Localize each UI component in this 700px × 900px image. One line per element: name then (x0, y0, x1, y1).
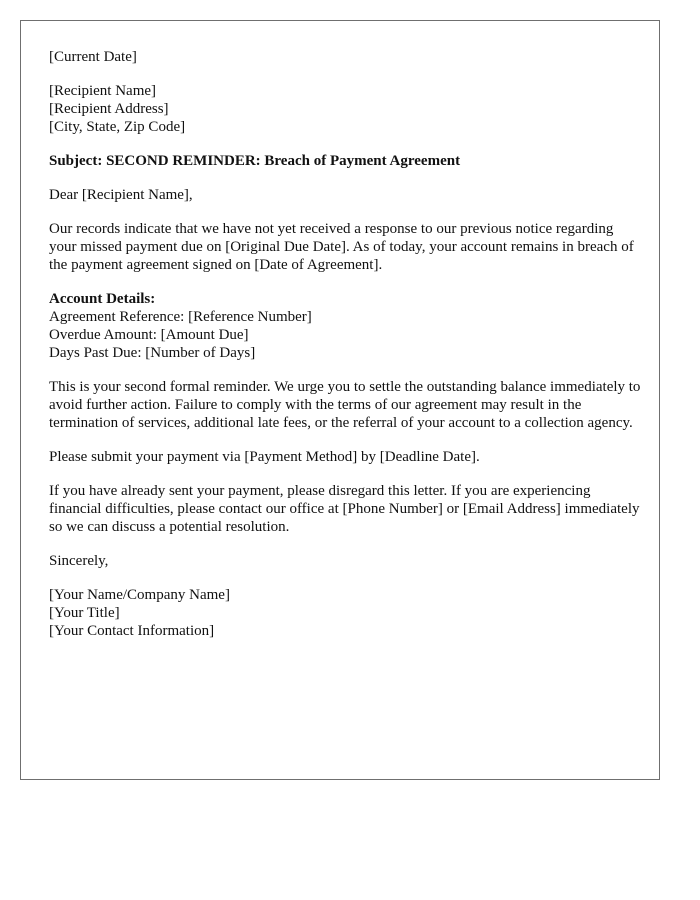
signature-title: [Your Title] (49, 605, 120, 621)
subject-line: Subject: SECOND REMINDER: Breach of Payment Agreement (49, 153, 461, 169)
closing: Sincerely, (49, 553, 109, 569)
letter-content (49, 48, 641, 656)
date-block (49, 48, 641, 66)
recipient-address-block (49, 82, 641, 136)
signature-block (49, 586, 641, 640)
overdue-amount: Overdue Amount: [Amount Due] (49, 327, 249, 343)
recipient-name: [Recipient Name] (49, 83, 157, 99)
recipient-city-state-zip: [City, State, Zip Code] (49, 119, 186, 135)
recipient-address: [Recipient Address] (49, 101, 169, 117)
agreement-reference: Agreement Reference: [Reference Number] (49, 309, 312, 325)
reminder-paragraph: This is your second formal reminder. We urge you to settle the outstanding balance immediately to avoid further action. Failure to comply with the terms of our agreement may result in the termination of services, additional late fees, or the referral of your account to a collection agency. (49, 379, 641, 431)
signature-contact: [Your Contact Information] (49, 623, 215, 639)
days-past-due: Days Past Due: [Number of Days] (49, 345, 256, 361)
letter-date: [Current Date] (49, 49, 137, 65)
salutation: Dear [Recipient Name], (49, 187, 193, 203)
payment-paragraph: Please submit your payment via [Payment Method] by [Deadline Date]. (49, 449, 480, 465)
contact-paragraph: If you have already sent your payment, please disregard this letter. If you are experiencing financial difficulties, please contact our office at [Phone Number] or [Email Address] immediately so we can discuss a potential resolution. (49, 483, 640, 535)
intro-paragraph: Our records indicate that we have not yet received a response to our previous notice regarding your missed payment due on [Original Due Date]. As of today, your account remains in breach of the payment agreement signed on [Date of Agreement]. (49, 221, 634, 273)
account-details-section (49, 290, 641, 362)
signature-name: [Your Name/Company Name] (49, 587, 230, 603)
letter-page (20, 20, 660, 780)
account-details-heading: Account Details: (49, 291, 156, 307)
